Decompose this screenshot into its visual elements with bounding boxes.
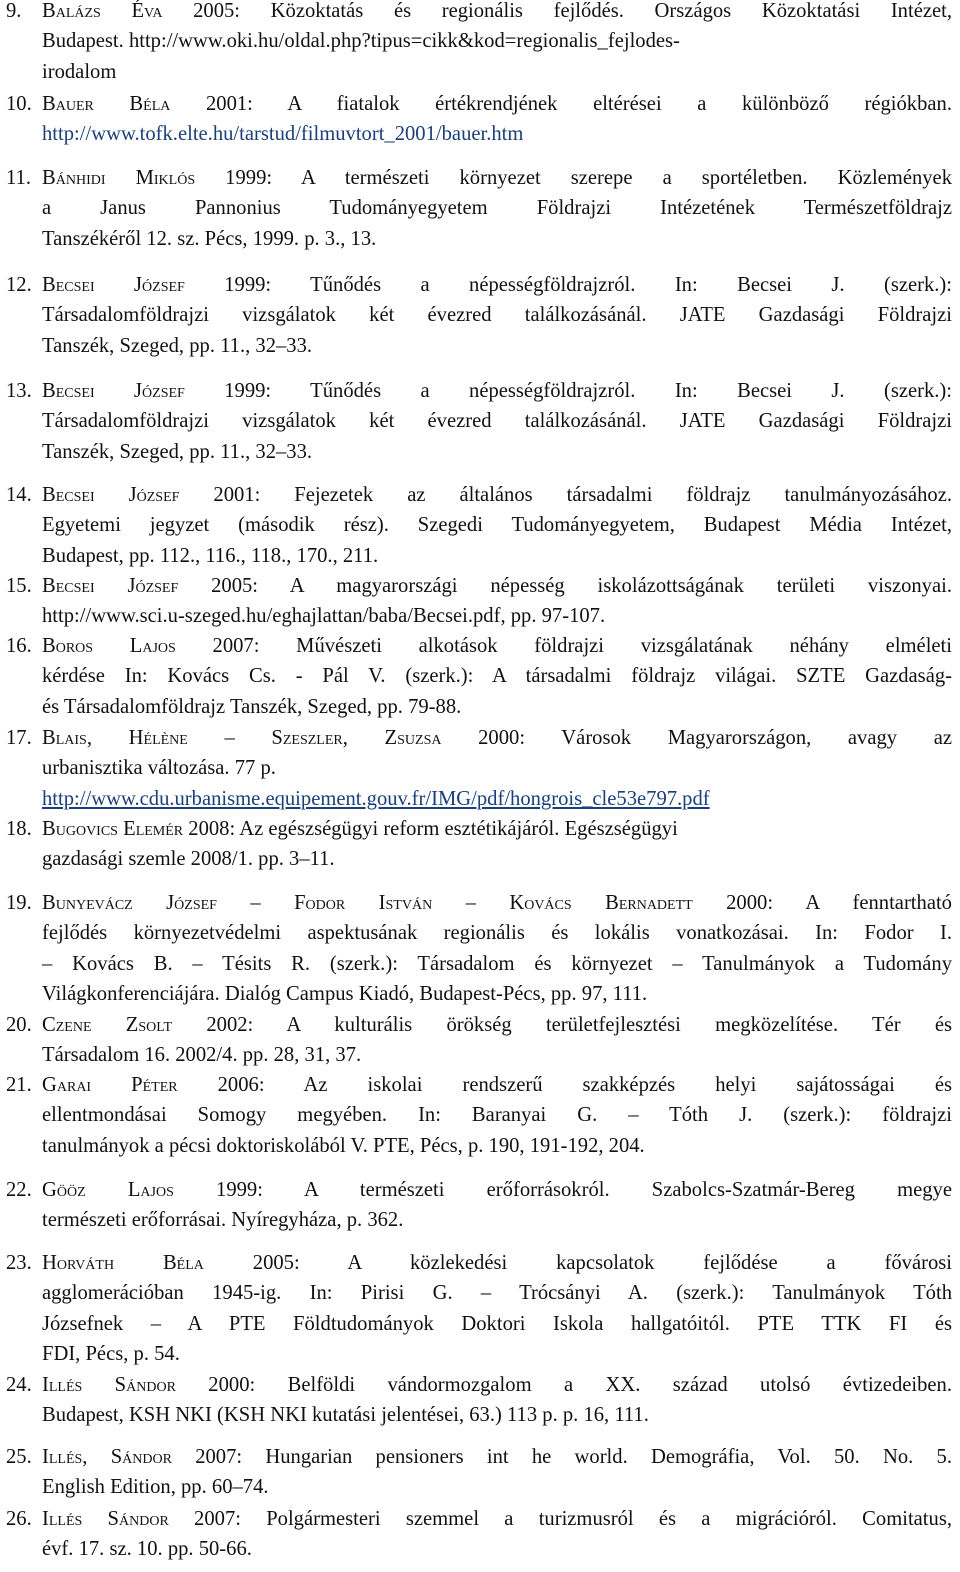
reference-number: 10. [6,93,32,115]
reference-number: 21. [6,1074,32,1096]
reference-text: 2001: A fiatalok értékrendjének eltérései a különböző régiókban. [170,93,952,115]
reference-number: 13. [6,380,32,402]
reference-line [42,1370,952,1400]
reference-line [42,57,952,87]
reference-number: 20. [6,1014,32,1036]
reference-entry [0,723,952,814]
reference-text: 2007: Hungarian pensioners int he world. Demográfia, Vol. 50. No. 5. [171,1446,952,1468]
reference-number: 25. [6,1446,32,1468]
reference-text: Budapest, pp. 112., 116., 118., 170., 211. [42,544,379,567]
reference-text: Társadalomföldrajzi vizsgálatok két évezred találkozásánál. JATE Gazdasági Földrajzi [42,304,952,327]
author-names: Illés Sándor [42,1508,169,1530]
reference-text: természeti erőforrásai. Nyíregyháza, p. 362. [42,1209,404,1232]
author-names: Balázs Éva [42,0,163,22]
author-names: Blais, Hélène – Szeszler, Zsuzsa [42,727,442,749]
reference-line [42,1040,952,1070]
reference-text: 2000: Belföldi vándormozgalom a XX. század utolsó évtizedeiben. [175,1374,952,1396]
reference-line [42,571,952,601]
reference-line [42,888,952,918]
reference-text: 2000: Városok Magyarországon, avagy az [441,727,953,749]
reference-line [42,1534,952,1564]
reference-text: FDI, Pécs, p. 54. [42,1343,180,1366]
reference-text: tanulmányok a pécsi doktoriskolából V. PTE, Pécs, p. 190, 191-192, 204. [42,1134,645,1157]
reference-text: a Janus Pannonius Tudományegyetem Földrajzi Intézetének Természetföldrajz [42,197,952,220]
reference-line [42,1400,952,1430]
author-names: Czene Zsolt [42,1014,173,1036]
author-names: Becsei József [42,274,185,296]
reference-line [42,918,952,948]
reference-text: ellentmondásai Somogy megyében. In: Baranyai G. – Tóth J. (szerk.): földrajzi [42,1104,952,1127]
reference-line [42,661,952,691]
reference-text: English Edition, pp. 60–74. [42,1476,269,1499]
reference-text: 2001: Fejezetek az általános társadalmi földrajz tanulmányozásához. [179,484,952,506]
reference-line [42,193,952,223]
reference-number: 16. [6,635,32,657]
author-names: Becsei József [42,484,180,506]
reference-line [42,300,952,330]
reference-entry [0,814,952,875]
reference-line [42,692,952,722]
reference-text: Egyetemi jegyzet (második rész). Szegedi Tudományegyetem, Budapest Média Intézet, [42,514,952,537]
reference-line [42,163,952,193]
reference-line [42,510,952,540]
reference-text: 1999: Tűnődés a népességföldrajzról. In: Becsei J. (szerk.): [184,274,952,296]
reference-text: Tanszékéről 12. sz. Pécs, 1999. p. 3., 13. [42,227,377,250]
reference-line [42,119,952,149]
reference-line [42,1205,952,1235]
reference-line [42,1070,952,1100]
reference-entry [0,1248,952,1370]
reference-text: 2005: A magyarországi népesség iskolázottságának területi viszonyai. [178,575,952,597]
reference-line [42,224,952,254]
reference-text: agglomerációban 1945-ig. In: Pirisi G. – Trócsányi A. (szerk.): Tanulmányok Tóth [42,1282,952,1305]
reference-entry [0,376,952,467]
reference-line [42,723,952,753]
author-names: Boros Lajos [42,635,176,657]
author-names: Bánhidi Miklós [42,167,196,189]
author-names: Garai Péter [42,1074,178,1096]
reference-line [42,1175,952,1205]
reference-entry [0,1010,952,1071]
reference-text: 1999: A természeti erőforrásokról. Szabolcs-Szatmár-Bereg megye [173,1179,952,1201]
reference-text: 1999: A természeti környezet szerepe a sportéletben. Közlemények [195,167,952,189]
author-names: Bugovics Elemér [42,818,184,840]
reference-entry [0,480,952,571]
reference-text: http://www.sci.u-szeged.hu/eghajlattan/baba/Becsei.pdf, pp. 97-107. [42,605,606,628]
reference-line [42,26,952,56]
reference-entry [0,1370,952,1431]
reference-entry [0,1175,952,1236]
author-names: Illés, Sándor [42,1446,172,1468]
reference-text: Világkonferenciájára. Dialóg Campus Kiadó, Budapest-Pécs, pp. 97, 111. [42,983,648,1006]
reference-text: 2002: A kulturális örökség területfejlesztési megközelítése. Tér és [172,1014,952,1036]
reference-line [42,89,952,119]
reference-line [42,541,952,571]
author-names: Bauer Béla [42,93,171,115]
reference-line [42,376,952,406]
reference-text: Tanszék, Szeged, pp. 11., 32–33. [42,334,313,357]
reference-text: és Társadalomföldrajz Tanszék, Szeged, pp. 79-88. [42,695,462,718]
reference-link[interactable]: http://www.cdu.urbanisme.equipement.gouv.fr/IMG/pdf/hongrois_cle53e797.pdf [42,787,710,810]
reference-text: 2005: A közlekedési kapcsolatok fejlődése a fővárosi [203,1252,952,1274]
reference-line [42,0,952,26]
reference-line [42,1472,952,1502]
reference-number: 14. [6,484,32,506]
reference-line [42,1504,952,1534]
reference-text: 2008: Az egészségügyi reform esztétikájáról. Egészségügyi [183,818,678,840]
reference-line [42,1339,952,1369]
reference-text: 2005: Közoktatás és regionális fejlődés. Országos Közoktatási Intézet, [162,0,952,22]
reference-line [42,814,952,844]
reference-text: Társadalomföldrajzi vizsgálatok két évezred találkozásánál. JATE Gazdasági Földrajzi [42,410,952,433]
reference-number: 26. [6,1508,32,1530]
reference-line [42,1278,952,1308]
reference-line [42,1131,952,1161]
reference-text: gazdasági szemle 2008/1. pp. 3–11. [42,848,335,871]
reference-line [42,1100,952,1130]
reference-number: 24. [6,1374,32,1396]
reference-line [42,784,952,814]
reference-number: 9. [6,0,22,22]
reference-text: 2006: Az iskolai rendszerű szakképzés helyi sajátosságai és [177,1074,952,1096]
reference-text: 1999: Tűnődés a népességföldrajzról. In: Becsei J. (szerk.): [184,380,952,402]
reference-line [42,949,952,979]
author-names: Illés Sándor [42,1374,176,1396]
reference-line [42,1309,952,1339]
reference-text: Társadalom 16. 2002/4. pp. 28, 31, 37. [42,1044,362,1067]
reference-line [42,437,952,467]
reference-text: fejlődés környezetvédelmi aspektusának regionális és lokális vonatkozásai. In: Fodor I. [42,922,952,945]
reference-number: 11. [6,167,31,189]
reference-text: urbanisztika változása. 77 p. [42,757,276,780]
reference-line [42,1248,952,1278]
reference-text: kérdése In: Kovács Cs. - Pál V. (szerk.): A társadalmi földrajz világai. SZTE Gazdaság- [42,665,952,688]
reference-text: – Kovács B. – Tésits R. (szerk.): Társadalom és környezet – Tanulmányok a Tudomány [42,952,952,975]
reference-number: 12. [6,274,32,296]
reference-entry [0,571,952,632]
reference-text: Tanszék, Szeged, pp. 11., 32–33. [42,440,313,463]
author-names: Gööz Lajos [42,1179,174,1201]
reference-entry [0,1504,952,1565]
reference-text: Budapest. http://www.oki.hu/oldal.php?tipus=cikk&kod=regionalis_fejlodes- [42,30,680,53]
author-names: Becsei József [42,380,185,402]
reference-line [42,1010,952,1040]
reference-entry [0,163,952,254]
reference-text: 2007: Művészeti alkotások földrajzi vizsgálatának néhány elméleti [175,635,953,657]
reference-entry [0,270,952,361]
reference-text: 2000: A fenntartható [692,892,952,914]
reference-text: évf. 17. sz. 10. pp. 50-66. [42,1538,252,1561]
reference-number: 23. [6,1252,32,1274]
reference-line [42,406,952,436]
reference-entry [0,631,952,722]
reference-line [42,844,952,874]
reference-number: 15. [6,575,32,597]
reference-entry [0,89,952,150]
reference-entry [0,1070,952,1161]
reference-entry [0,1442,952,1503]
reference-line [42,270,952,300]
author-names: Bunyevácz József – Fodor István – Kovács Bernadett [42,892,693,914]
reference-line [42,753,952,783]
reference-text: Józsefnek – A PTE Földtudományok Doktori Iskola hallgatóitól. PTE TTK FI és [42,1312,952,1335]
reference-number: 18. [6,818,32,840]
reference-entry [0,888,952,1010]
reference-line [42,331,952,361]
reference-text: Budapest, KSH NKI (KSH NKI kutatási jelentései, 63.) 113 p. p. 16, 111. [42,1404,649,1427]
reference-line [42,601,952,631]
reference-line [42,480,952,510]
reference-number: 19. [6,892,32,914]
reference-line [42,1442,952,1472]
author-names: Becsei József [42,575,179,597]
reference-number: 17. [6,727,32,749]
author-names: Horváth Béla [42,1252,204,1274]
reference-line [42,979,952,1009]
reference-number: 22. [6,1179,32,1201]
reference-link[interactable]: http://www.tofk.elte.hu/tarstud/filmuvtort_2001/bauer.htm [42,123,524,146]
reference-text: 2007: Polgármesteri szemmel a turizmusról és a migrációról. Comitatus, [168,1508,952,1530]
reference-entry [0,0,952,87]
reference-line [42,631,952,661]
reference-text: irodalom [42,60,117,83]
